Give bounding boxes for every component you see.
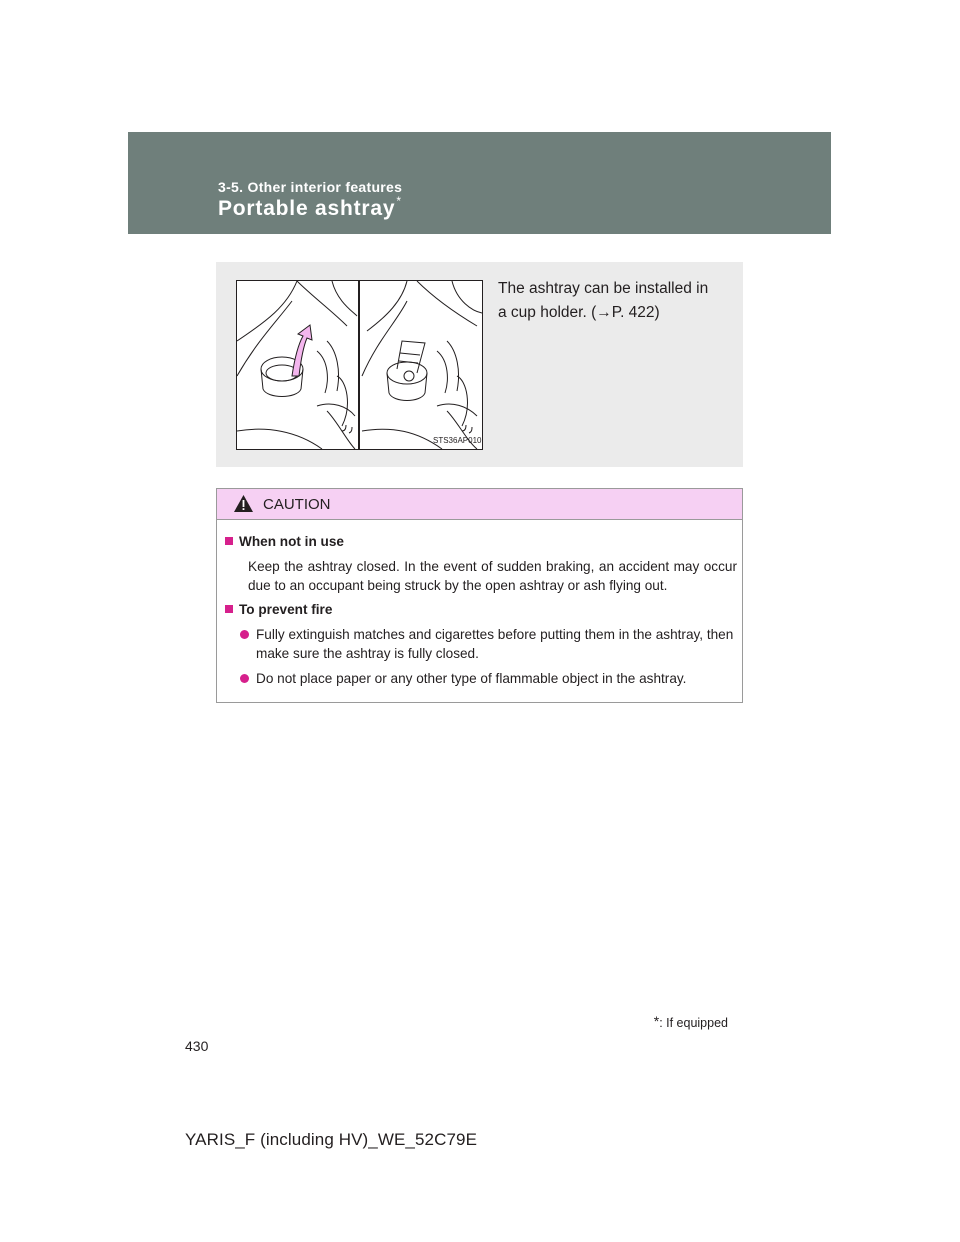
footnote-text: : If equipped [659, 1016, 728, 1030]
round-bullet-icon [240, 674, 249, 683]
round-bullet-icon [240, 630, 249, 639]
figure-description [498, 277, 733, 325]
warning-triangle-icon [233, 494, 254, 513]
equipment-asterisk: * [653, 1013, 660, 1029]
caution-header [217, 489, 742, 520]
caution-box [216, 488, 743, 703]
illustration-code: STS36AP010 [433, 436, 482, 445]
caution-bullet-item [256, 625, 737, 663]
ashtray-illustration [236, 280, 483, 450]
caution-bullet-text: Fully extinguish matches and cigarettes before putting them in the ashtray, then make sure the ashtray is fully closed. [256, 627, 734, 661]
illustration-svg [237, 281, 482, 449]
section-label: 3-5. Other interior features [218, 179, 403, 195]
caution-bullet-item [256, 669, 737, 688]
figure-description-line-2: a cup holder. (→P. 422) [498, 304, 660, 321]
caution-heading-text: To prevent fire [239, 602, 333, 617]
document-id: YARIS_F (including HV)_WE_52C79E [185, 1130, 478, 1149]
caution-heading-prevent-fire [225, 600, 332, 619]
equipment-asterisk: * [396, 194, 402, 208]
square-bullet-icon [225, 605, 233, 613]
footnote [654, 1014, 728, 1030]
page-number: 430 [185, 1038, 209, 1054]
figure-panel [216, 262, 743, 467]
figure-description-line-1: The ashtray can be installed in [498, 280, 709, 297]
caution-heading-not-in-use [225, 532, 344, 551]
caution-bullet-text: Do not place paper or any other type of flammable object in the ashtray. [256, 671, 687, 686]
square-bullet-icon [225, 537, 233, 545]
caution-label: CAUTION [263, 496, 331, 513]
page-title [218, 196, 402, 221]
caution-paragraph: Keep the ashtray closed. In the event of sudden braking, an accident may occur due to an occupant being struck by the open ashtray or ash flying out. [248, 559, 737, 593]
caution-heading-text: When not in use [239, 534, 344, 549]
page-title-text: Portable ashtray [218, 197, 396, 220]
